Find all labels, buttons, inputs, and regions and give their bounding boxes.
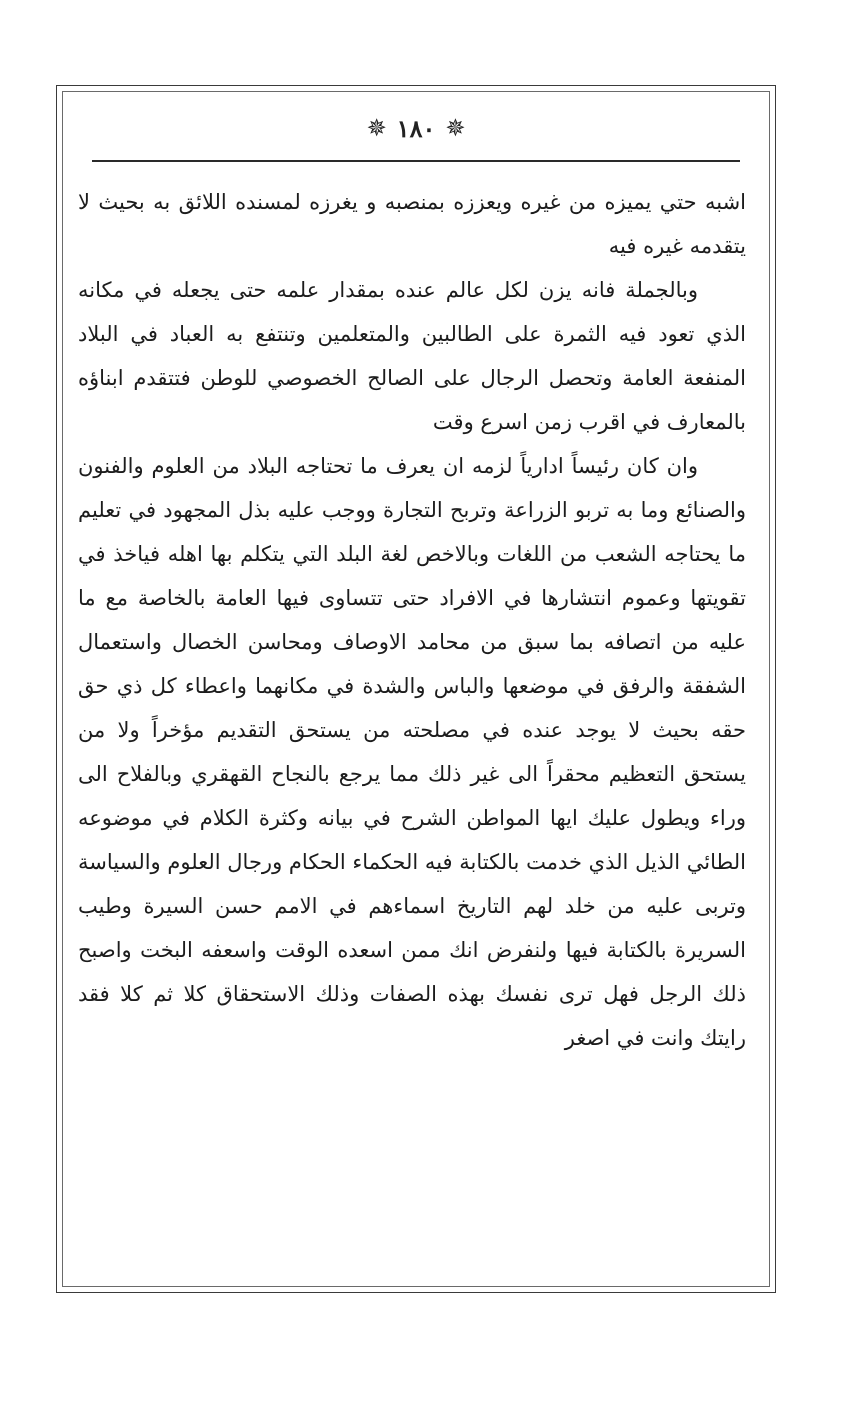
paragraph: اشبه حتي يميزه من غيره ويعززه بمنصبه و يغرزه لمسنده اللائق به بحيث لا يتقدمه غيره فيه [78, 190, 746, 258]
star-ornament-icon: ✵ [445, 114, 466, 142]
page-number: ١٨٠ [396, 113, 436, 143]
page-body [78, 180, 746, 1280]
paragraph: وبالجملة فانه يزن لكل عالم عنده بمقدار علمه حتى يجعله في مكانه الذي تعود فيه الثمرة على الطالبين والمتعلمين وتنتفع به العباد في البلاد المنفعة العامة وتحصل الرجال على الصالح الخصوصي للوطن فتتقدم ابناؤه بالمعارف في اقرب زمن اسرع وقت [78, 278, 746, 434]
star-ornament-icon: ✵ [366, 114, 387, 142]
page-header [62, 108, 770, 148]
paragraph: وان كان رئيساً ادارياً لزمه ان يعرف ما تحتاجه البلاد من العلوم والفنون والصنائع وما به تربو الزراعة وتربح التجارة ووجب عليه بذل المجهود في تعليم ما يحتاجه الشعب من اللغات وبالاخص لغة البلد التي يتكلم بها اهله فياخذ في تقويتها وعموم انتشارها في الافراد حتى تتساوى فيها العامة بالخاصة مع ما عليه من اتصافه بما سبق من محامد الاوصاف ومحاسن الخصال واستعمال الشفقة والرفق في موضعها والباس والشدة في مكانهما واعطاء كل ذي حق حقه بحيث لا يوجد عنده في مصلحته من يستحق التقديم مؤخراً ولا من يستحق التعظيم محقراً الى غير ذلك مما يرجع بالنجاح القهقري وبالفلاح الى وراء ويطول عليك ايها المواطن الشرح في بيانه وكثرة الكلام في موضوعه الطائي الذيل الذي خدمت بالكتابة فيه الحكماء الحكام ورجال العلوم والسياسة وتربى عليه من خلد لهم التاريخ اسماءهم في الامم حسن السيرة وطيب السريرة بالكتابة فيها ولنفرض انك ممن اسعده الوقت واسعفه البخت واصبح ذلك الرجل فهل ترى نفسك بهذه الصفات وذلك الاستحقاق كلا ثم كلا فقد رايتك وانت في اصغر [78, 454, 746, 1050]
header-rule [92, 160, 740, 162]
